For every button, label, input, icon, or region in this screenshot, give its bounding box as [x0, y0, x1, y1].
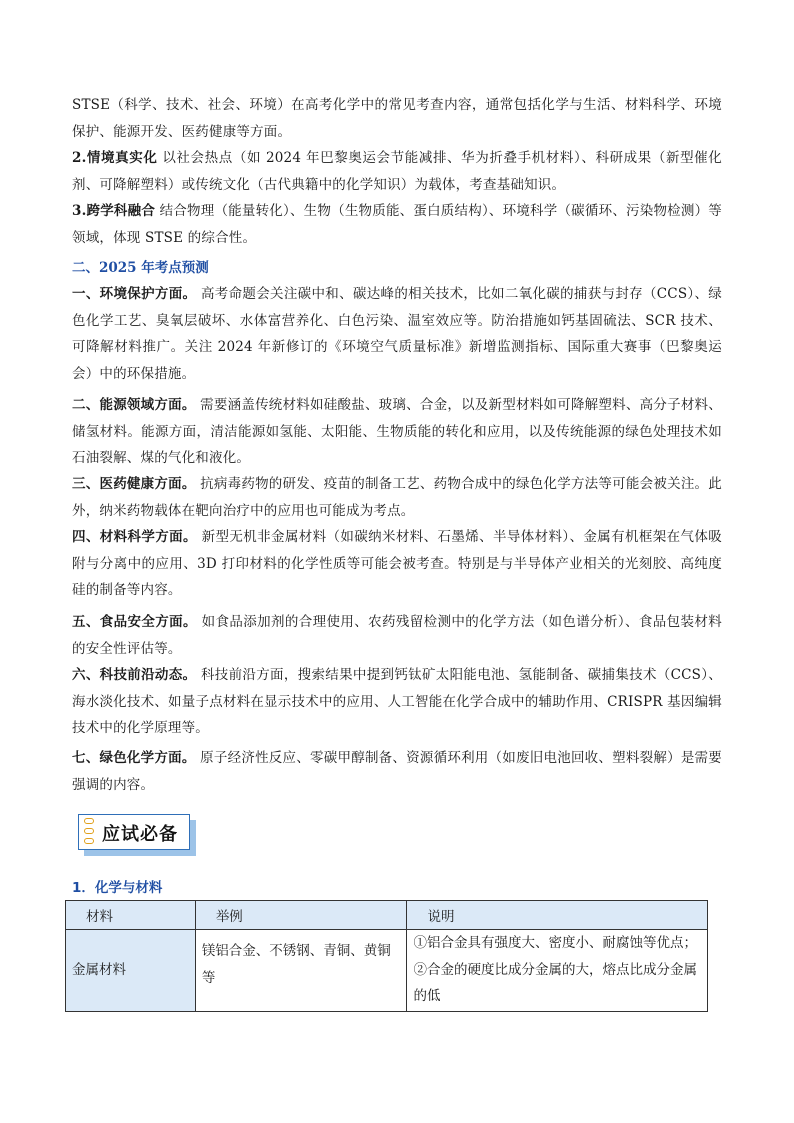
intro-paragraph-3: [72, 198, 722, 251]
forecast-item-text: 原子经济性反应、零碳甲醇制备、资源循环利用（如废旧电池回收、塑料裂解）是需要强调的内容。: [72, 750, 722, 793]
forecast-item-6: [72, 662, 722, 742]
forecast-item-2: [72, 392, 722, 472]
forecast-item-7: [72, 745, 722, 798]
forecast-item-label: 三、医药健康方面。: [72, 476, 196, 492]
forecast-item-text: 如食品添加剂的合理使用、农药残留检测中的化学方法（如色谱分析）、食品包装材料的安全性评估等。: [72, 614, 722, 657]
forecast-item-label: 七、绿色化学方面。: [72, 750, 196, 766]
intro-p2-text: 以社会热点（如 2024 年巴黎奥运会节能减排、华为折叠手机材料）、科研成果（新型催化剂、可降解塑料）或传统文化（古代典籍中的化学知识）为载体，考查基础知识。: [72, 150, 722, 193]
intro-p2-label: 2.情境真实化: [72, 150, 158, 166]
forecast-item-text: 新型无机非金属材料（如碳纳米材料、石墨烯、半导体材料）、金属有机框架在气体吸附与分离中的应用、3D 打印材料的化学性质等可能会被考查。特别是与半导体产业相关的光刻胶、高纯度硅的制备等内容。: [72, 529, 722, 598]
table-cell-material: 金属材料: [66, 930, 196, 1012]
binder-ring-icon: [84, 838, 94, 844]
table-cell-example: 镁铝合金、不锈钢、青铜、黄铜等: [195, 930, 407, 1012]
materials-table: [65, 900, 708, 1012]
forecast-item-text: 科技前沿方面，搜索结果中提到钙钛矿太阳能电池、氢能制备、碳捕集技术（CCS）、海水淡化技术、如量子点材料在显示技术中的应用、人工智能在化学合成中的辅助作用、CRISPR 基因编辑技术中的化学原理等。: [72, 667, 722, 736]
section-badge: [78, 814, 196, 856]
intro-paragraph-2: [72, 145, 722, 198]
forecast-item-3: [72, 471, 722, 524]
intro-p1-text: STSE（科学、技术、社会、环境）在高考化学中的常见考查内容，通常包括化学与生活、材料科学、环境保护、能源开发、医药健康等方面。: [72, 97, 722, 140]
forecast-item-1: [72, 281, 722, 387]
intro-p3-label: 3.跨学科融合: [72, 203, 156, 219]
forecast-item-5: [72, 609, 722, 662]
section-heading-forecast: 二、2025 年考点预测: [72, 260, 209, 276]
table-cell-note: ①铝合金具有强度大、密度小、耐腐蚀等优点；②合金的硬度比成分金属的大，熔点比成分金属的低: [407, 930, 708, 1012]
forecast-item-text: 抗病毒药物的研发、疫苗的制备工艺、药物合成中的绿色化学方法等可能会被关注。此外，纳米药物载体在靶向治疗中的应用也可能成为考点。: [72, 476, 722, 519]
table-header-cell: 举例: [195, 901, 407, 930]
table-header-cell: 材料: [66, 901, 196, 930]
intro-paragraph-1: [72, 92, 722, 145]
forecast-item-4: [72, 524, 722, 604]
forecast-item-label: 二、能源领域方面。: [72, 397, 196, 413]
forecast-item-label: 四、材料科学方面。: [72, 529, 197, 545]
badge-title: 应试必备: [102, 824, 178, 845]
forecast-item-label: 一、环境保护方面。: [72, 286, 197, 302]
binder-ring-icon: [84, 828, 94, 834]
forecast-item-label: 五、食品安全方面。: [72, 614, 197, 630]
intro-p3-text: 结合物理（能量转化）、生物（生物质能、蛋白质结构）、环境科学（碳循环、污染物检测）等领域，体现 STSE 的综合性。: [72, 203, 722, 246]
forecast-item-text: 需要涵盖传统材料如硅酸盐、玻璃、合金，以及新型材料如可降解塑料、高分子材料、储氢材料。能源方面，清洁能源如氢能、太阳能、生物质能的转化和应用，以及传统能源的绿色处理技术如石油裂解、煤的气化和液化。: [72, 397, 722, 466]
forecast-item-label: 六、科技前沿动态。: [72, 667, 197, 683]
table-header-row: [66, 901, 708, 930]
table-row: [66, 930, 708, 1012]
forecast-item-text: 高考命题会关注碳中和、碳达峰的相关技术，比如二氧化碳的捕获与封存（CCS）、绿色化学工艺、臭氧层破坏、水体富营养化、白色污染、温室效应等。防治措施如钙基固硫法、SCR 技术、可降解材料推广。关注 2024 年新修订的《环境空气质量标准》新增监测指标、国际重大赛事（巴黎奥运会）中的环保措施。: [72, 286, 722, 382]
table-header-cell: 说明: [407, 901, 708, 930]
table-section-title: 1．化学与材料: [72, 880, 163, 896]
binder-ring-icon: [84, 818, 94, 824]
